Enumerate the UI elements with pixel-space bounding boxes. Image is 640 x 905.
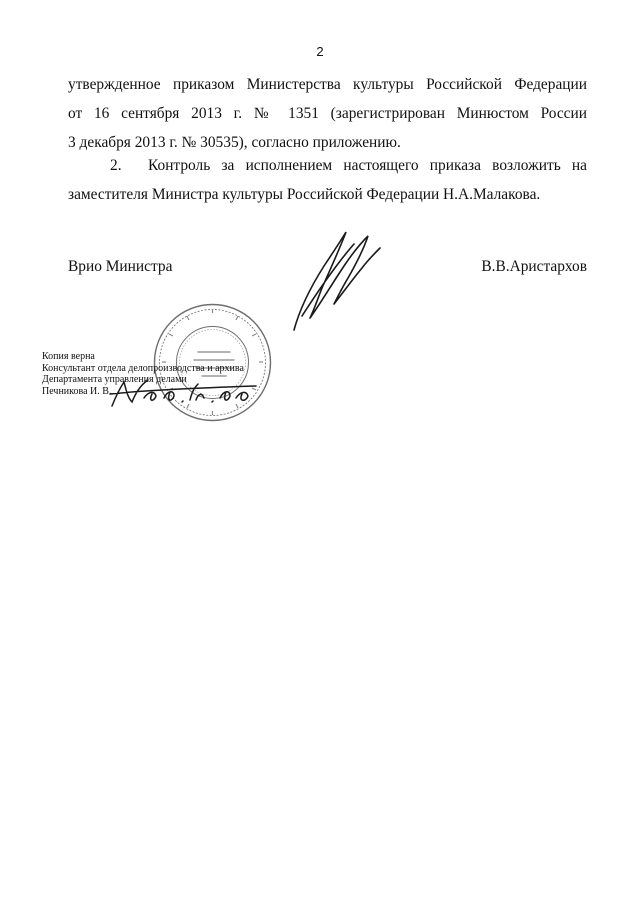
page-number: 2: [316, 44, 324, 59]
paragraph-1: [68, 70, 587, 157]
paragraph-2-number: 2.: [110, 157, 122, 174]
signatory-position: Врио Министра: [68, 258, 173, 275]
paragraph-2-line-1-text: Контроль за исполнением настоящего приказа возложить на: [148, 157, 587, 174]
handwritten-date-signature: [108, 376, 258, 410]
paragraph-1-line-2: от 16 сентября 2013 г. № 1351 (зарегистрирован Минюстом России: [68, 105, 587, 122]
copy-line-1: Копия верна: [42, 351, 95, 362]
copy-line-3: Департамента управления делами: [42, 374, 187, 386]
signatory-name: В.В.Аристархов: [481, 258, 587, 275]
handwritten-signature: [280, 218, 390, 338]
paragraph-1-line-1: утвержденное приказом Министерства культуры Российской Федерации: [68, 76, 587, 93]
copy-line-2: Консультант отдела делопроизводства и архива: [42, 362, 244, 374]
paragraph-1-line-3: 3 декабря 2013 г. № 30535), согласно приложению.: [68, 134, 401, 151]
paragraph-2-line-2: заместителя Министра культуры Российской Федерации Н.А.Малакова.: [68, 186, 541, 203]
copy-line-4: Печникова И. В.: [42, 385, 112, 397]
paragraph-2-line-1: [68, 151, 587, 180]
paragraph-2: [68, 151, 587, 209]
